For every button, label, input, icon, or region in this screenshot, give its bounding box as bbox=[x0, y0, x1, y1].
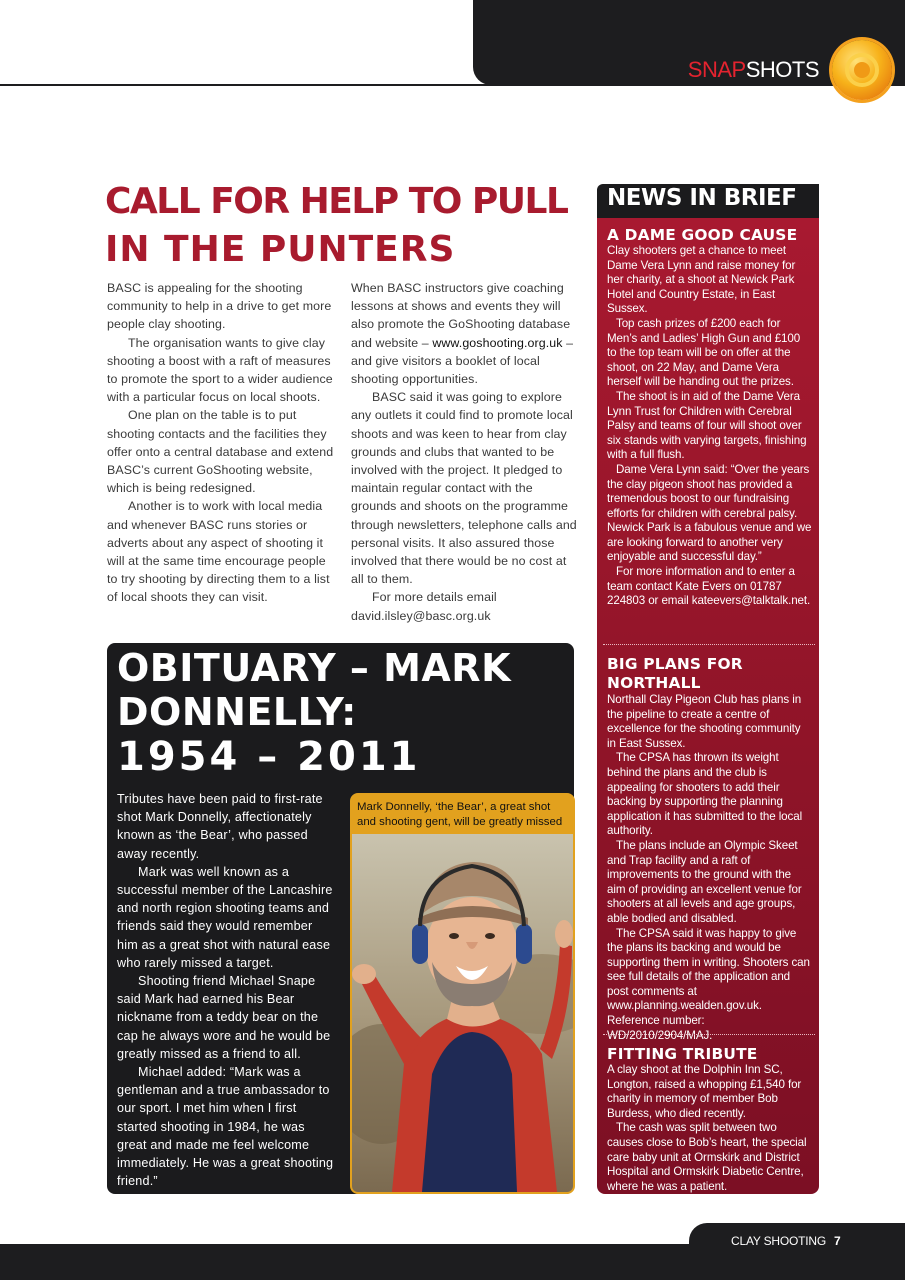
section-label bbox=[688, 57, 819, 83]
article-headline bbox=[105, 178, 575, 274]
obituary-paragraph: Shooting friend Michael Snape said Mark had earned his Bear nickname from a teddy bear on the cap he always wore and he would be greatly missed as a friend to all. bbox=[117, 974, 331, 1061]
news-paragraph: Dame Vera Lynn said: “Over the years the clay pigeon shoot has provided a tremendous boost to our fundraising efforts for children with cerebral palsy. Newick Park is a fabulous venue and we are looking forward to another very enjoyable and successful day.” bbox=[607, 462, 812, 564]
clay-target-logo-icon bbox=[832, 40, 892, 100]
obituary-paragraph: Mark was well known as a successful member of the Lancashire and north region shooting teams and friends said they would remember him as a great shot with natural ease who rarely missed a target. bbox=[117, 864, 333, 970]
portrait-photo bbox=[352, 834, 573, 1192]
obituary-paragraph: Tributes have been paid to first-rate shot Mark Donnelly, affectionately known as ‘the Bear’, who passed away recently. bbox=[117, 792, 323, 861]
obituary-body bbox=[117, 790, 335, 1190]
section-label-red: SNAP bbox=[687, 57, 746, 82]
article-paragraph: Another is to work with local media and whenever BASC runs stories or adverts about any aspect of shooting it will at the same time encourage people to try shooting by directing them to a list of local shoots they can visit. bbox=[107, 499, 330, 605]
article-paragraph: When BASC instructors give coaching lessons at shows and events they will also promote the GoShooting database and website – www.goshooting.org.uk – and give visitors a booklet of local shooting opportunities. bbox=[351, 281, 574, 387]
news-paragraph: The plans include an Olympic Skeet and Trap facility and a raft of improvements to the ground with the aim of providing an excellent venue for shooters at all levels and age groups, able bodied and disabled. bbox=[607, 838, 802, 925]
news-paragraph: The shoot is in aid of the Dame Vera Lynn Trust for Children with Cerebral Palsy and teams of four will shoot over six stands with varying targets, finishing with a full flush. bbox=[607, 389, 807, 462]
header-rule bbox=[0, 84, 905, 86]
news-body-dame-good-cause bbox=[607, 244, 812, 609]
obituary-paragraph: Michael added: “Mark was a gentleman and a true ambassador to our sport. I met him when I first started shooting in 1984, he was great and made me feel welcome immediately. He was a great shooting friend.” bbox=[117, 1065, 334, 1189]
article-column-2 bbox=[351, 279, 581, 625]
article-column-1 bbox=[107, 279, 337, 607]
news-in-brief-label: NEWS IN BRIEF bbox=[607, 185, 797, 211]
news-heading-dame-good-cause: A DAME GOOD CAUSE bbox=[607, 226, 798, 244]
contact-paragraph: For more details email david.ilsley@basc.org.uk bbox=[351, 590, 497, 623]
news-divider bbox=[603, 1034, 815, 1035]
news-paragraph: The cash was split between two causes close to Bob’s heart, the special care baby unit at Ormskirk and District Hospital and Ormskirk Diabetic Centre, where he was a patient. bbox=[607, 1121, 807, 1193]
news-paragraph: A clay shoot at the Dolphin Inn SC, Longton, raised a whopping £1,540 for charity in memory of member Bob Burdess, who died recently. bbox=[607, 1063, 802, 1120]
news-heading-northall: BIG PLANS FOR NORTHALL bbox=[607, 655, 743, 692]
obituary-title-years: 1954 – 2011 bbox=[117, 734, 421, 780]
article-paragraph: The organisation wants to give clay shooting a boost with a raft of measures to promote the sport to a wider audience with a particular focus on local shoots. bbox=[107, 335, 333, 405]
news-paragraph: Clay shooters get a chance to meet Dame Vera Lynn and raise money for her charity, at a shoot at Newick Park Hotel and Country Estate, in East Sussex. bbox=[607, 244, 796, 316]
headline-line-2: IN THE PUNTERS bbox=[105, 229, 456, 270]
article-paragraph: BASC is appealing for the shooting community to help in a drive to get more people clay shooting. bbox=[107, 281, 332, 332]
news-heading-fitting-tribute: FITTING TRIBUTE bbox=[607, 1045, 758, 1063]
news-paragraph: Northall Clay Pigeon Club has plans in the pipeline to create a centre of excellence for the shooting community in East Sussex. bbox=[607, 693, 802, 750]
news-paragraph: The CPSA has thrown its weight behind the plans and the club is appealing for shooters to add their backing by supporting the planning application it has submitted to the local authority. bbox=[607, 751, 803, 838]
news-paragraph: For more information and to enter a team contact Kate Evers on 01787 224803 or email kateevers@talktalk.net. bbox=[607, 565, 811, 608]
headline-line-1: CALL FOR HELP TO PULL bbox=[105, 181, 568, 222]
news-divider bbox=[603, 644, 815, 645]
footer-magazine-name: CLAY SHOOTING bbox=[731, 1234, 826, 1248]
obituary-title-name: OBITUARY – MARK DONNELLY: bbox=[117, 646, 512, 734]
page-number: 7 bbox=[834, 1234, 841, 1248]
section-label-white: SHOTS bbox=[745, 57, 819, 82]
news-paragraph: The CPSA said it was happy to give the plans its backing and would be supporting them in writing. Shooters can see full details of the application and post comments at www.planning.wealden.gov.uk. Reference number: WD/2010/2904/MAJ. bbox=[607, 926, 810, 1042]
news-paragraph: Top cash prizes of £200 each for Men’s and Ladies’ High Gun and £100 to the top team will be on offer at the shoot, on 22 May, and Dame Vera herself will be handing out the prizes. bbox=[607, 316, 801, 389]
news-body-fitting-tribute bbox=[607, 1063, 812, 1194]
article-paragraph: BASC said it was going to explore any outlets it could find to promote local shoots and was keen to hear from clay grounds and clubs that wanted to be involved with the project. It pledged to maintain regular contact with the grounds and shoots on the programme through newsletters, telephone calls and personal visits. It also assured those involved that there would be no cost at all to them. bbox=[351, 390, 577, 587]
goshooting-link[interactable]: www.goshooting.org.uk bbox=[432, 335, 563, 350]
article-paragraph: One plan on the table is to put shooting contacts and the facilities they offer onto a central database and extend BASC’s current GoShooting website, which is being redesigned. bbox=[107, 408, 334, 496]
news-body-northall bbox=[607, 693, 812, 1043]
photo-caption: Mark Donnelly, ‘the Bear’, a great shot and shooting gent, will be greatly missed bbox=[357, 801, 563, 828]
obituary-title bbox=[117, 646, 567, 779]
